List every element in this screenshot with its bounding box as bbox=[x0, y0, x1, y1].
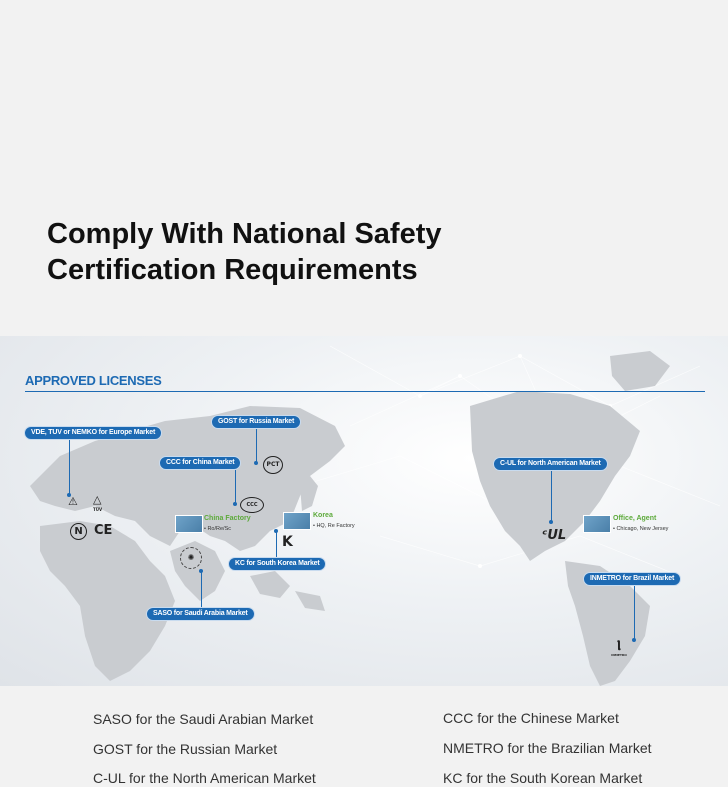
cert-item-c-ul: C-UL for the North American Market bbox=[93, 770, 316, 786]
marker-russia bbox=[254, 461, 258, 465]
label-brazil-market: INMETRO for Brazil Market bbox=[583, 572, 681, 586]
heading-divider bbox=[25, 391, 705, 392]
certification-list bbox=[0, 686, 728, 787]
label-saudi-market: SASO for Saudi Arabia Market bbox=[146, 607, 255, 621]
label-north-america-market: C-UL for North American Market bbox=[493, 457, 608, 471]
tuv-mark-label: TÜV bbox=[93, 507, 103, 512]
marker-brazil bbox=[632, 638, 636, 642]
cert-item-saso: SASO for the Saudi Arabian Market bbox=[93, 711, 314, 727]
leader-saudi bbox=[201, 571, 202, 607]
office-site-detail: • Chicago, New Jersey bbox=[613, 526, 669, 532]
gost-mark-icon: PCT bbox=[263, 456, 283, 474]
label-russia-market: GOST for Russia Market bbox=[211, 415, 301, 429]
korea-site-icon bbox=[283, 512, 311, 530]
korea-site-detail: • HQ, Re Factory bbox=[313, 523, 355, 529]
marker-north-america bbox=[549, 520, 553, 524]
china-factory-site-icon bbox=[175, 515, 203, 533]
ce-mark-icon: CE bbox=[94, 523, 113, 538]
cert-item-kc: KC for the South Korean Market bbox=[443, 770, 643, 786]
page-title-line-1: Comply With National Safety bbox=[47, 218, 442, 250]
leader-north-america bbox=[551, 471, 552, 521]
china-factory-name: China Factory bbox=[204, 515, 251, 522]
page-title bbox=[47, 216, 442, 288]
continents bbox=[30, 351, 670, 686]
cert-item-gost: GOST for the Russian Market bbox=[93, 741, 278, 757]
leader-russia bbox=[256, 429, 257, 463]
inmetro-mark-label: INMETRO bbox=[611, 653, 627, 657]
saso-seal-icon: ✺ bbox=[180, 547, 202, 569]
kc-mark-icon: K bbox=[282, 534, 293, 550]
inmetro-mark-icon: Ⲓ bbox=[617, 638, 621, 654]
nemko-mark-icon: N bbox=[70, 523, 87, 540]
world-map-graphic bbox=[0, 336, 728, 686]
tuv-triangle-icon: △ bbox=[93, 493, 102, 506]
approved-licenses-heading: APPROVED LICENSES bbox=[25, 373, 162, 388]
label-europe-market: VDE, TUV or NEMKO for Europe Market bbox=[24, 426, 162, 440]
korea-site-name: Korea bbox=[313, 512, 333, 519]
leader-brazil bbox=[634, 586, 635, 639]
cert-item-ccc: CCC for the Chinese Market bbox=[443, 710, 619, 726]
china-factory-detail: • Ro/Re/Sc bbox=[204, 526, 231, 532]
marker-china bbox=[233, 502, 237, 506]
label-south-korea-market: KC for South Korea Market bbox=[228, 557, 326, 571]
page-title-line-2: Certification Requirements bbox=[47, 254, 418, 286]
c-ul-mark-icon: ᶜUL bbox=[542, 528, 567, 543]
cert-item-inmetro: NMETRO for the Brazilian Market bbox=[443, 740, 652, 756]
vde-triangle-icon: ⚠ bbox=[68, 495, 78, 508]
leader-china bbox=[235, 470, 236, 504]
office-site-icon bbox=[583, 515, 611, 533]
leader-europe bbox=[69, 440, 70, 495]
license-map bbox=[0, 336, 728, 686]
office-site-name: Office, Agent bbox=[613, 515, 657, 522]
label-china-market: CCC for China Market bbox=[159, 456, 241, 470]
ccc-mark-icon: CCC bbox=[240, 497, 264, 513]
leader-korea bbox=[276, 531, 277, 558]
